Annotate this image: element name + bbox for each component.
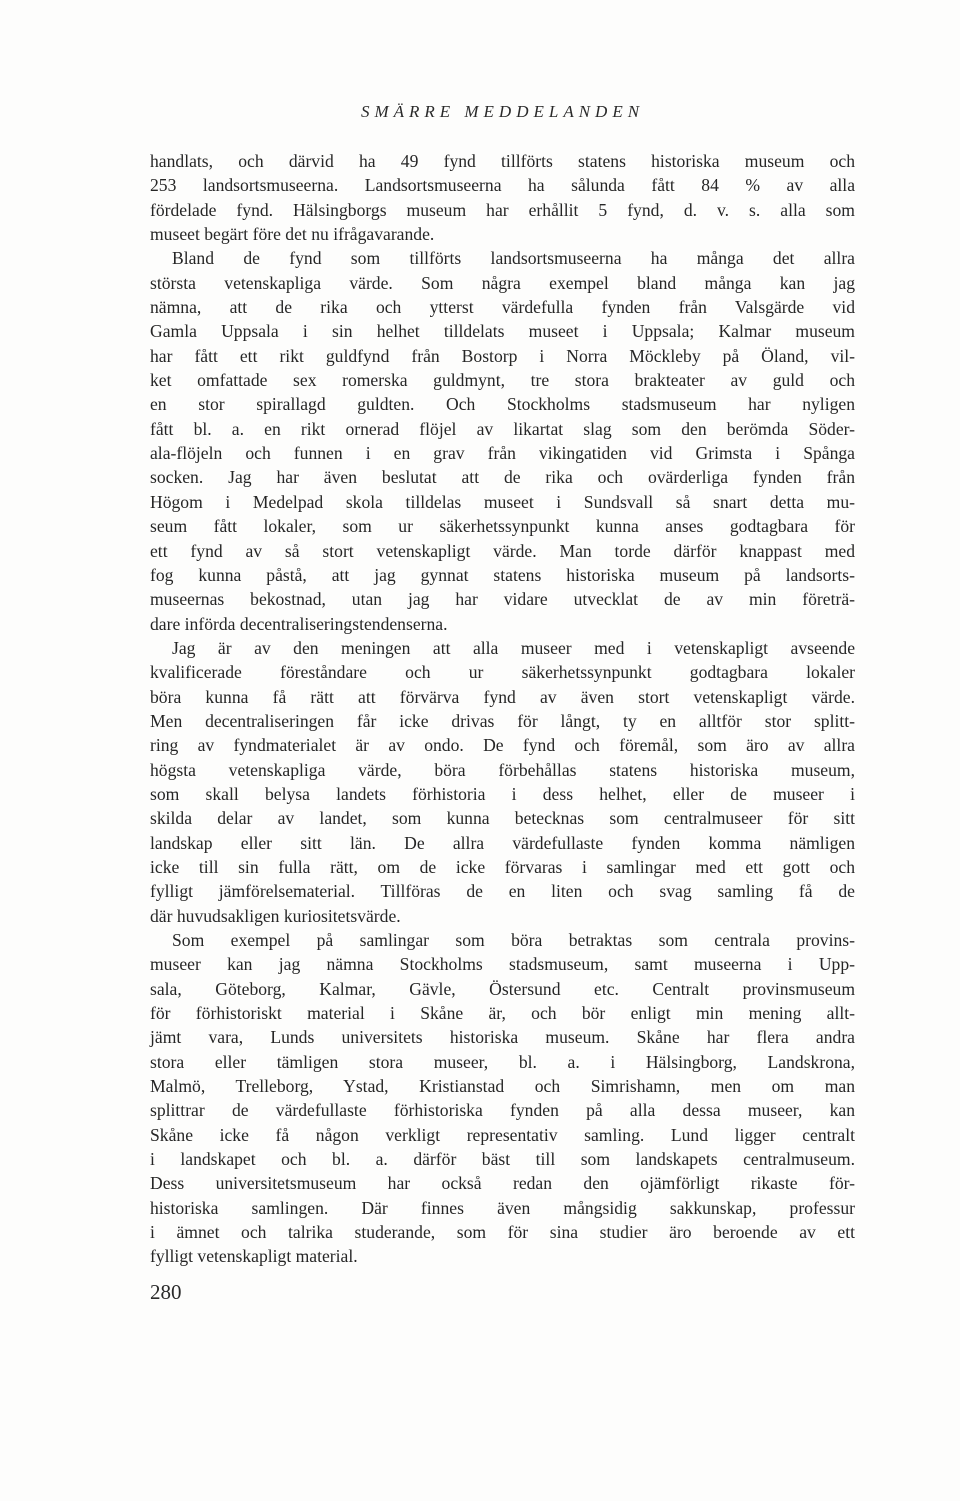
text-line: högsta vetenskapliga värde, böra förbehållas statens historiska museum, xyxy=(150,759,855,780)
text-line: Skåne icke få någon verkligt representativ samling. Lund ligger centralt xyxy=(150,1124,855,1145)
text-line: nämna, att de rika och ytterst värdefulla fynden från Valsgärde vid xyxy=(150,297,855,318)
text-line: Gamla Uppsala i sin helhet tilldelats museet i Uppsala; Kalmar museum xyxy=(150,321,855,342)
text-line: fylligt vetenskapligt material. xyxy=(150,1246,358,1267)
text-line: där huvudsakligen kuriositetsvärde. xyxy=(150,905,401,926)
text-line: Bland de fynd som tillförts landsortsmuseerna ha många det allra xyxy=(172,248,855,269)
text-line: icke till sin fulla rätt, om de icke förvaras i samlingar med ett gott och xyxy=(150,856,855,877)
text-line: stora eller tämligen stora museer, bl. a. i Hälsingborg, Landskrona, xyxy=(150,1051,855,1072)
body-text xyxy=(150,149,855,1269)
text-line: fog kunna påstå, att jag gynnat statens historiska museum på landsorts- xyxy=(150,564,855,585)
text-line: Som exempel på samlingar som böra betraktas som centrala provins- xyxy=(172,930,855,950)
text-line: historiska samlingen. Där finnes även mångsidig sakkunskap, professur xyxy=(150,1197,855,1218)
text-line: landskap eller sitt län. De allra värdefullaste fynden komma nämligen xyxy=(150,832,855,853)
text-line: böra kunna få rätt att förvärva fynd av även stort vetenskapligt värde. xyxy=(150,686,855,707)
page-number: 280 xyxy=(150,1280,182,1304)
text-line: ket omfattade sex romerska guldmynt, tre stora brakteater av guld och xyxy=(150,370,855,391)
text-line: splittrar de värdefullaste förhistoriska fynden på alla dessa museer, kan xyxy=(150,1100,855,1121)
text-line: jämt vara, Lunds universitets historiska museum. Skåne har flera andra xyxy=(150,1027,855,1048)
text-line: handlats, och därvid ha 49 fynd tillförts statens historiska museum och xyxy=(150,151,855,171)
running-head: SMÄRRE MEDDELANDEN xyxy=(360,102,645,121)
text-line: socken. Jag har även beslutat att de rika och ovärderliga fynden från xyxy=(150,467,855,488)
text-line: museer kan jag nämna Stockholms stadsmuseum, samt museerna i Upp- xyxy=(150,954,855,975)
text-line: museet begärt före det nu ifrågavarande. xyxy=(150,224,435,245)
text-line: har fått ett rikt guldfynd från Bostorp i Norra Möckleby på Öland, vil- xyxy=(150,345,855,366)
text-line: Jag är av den meningen att alla museer med i vetenskapligt avseende xyxy=(172,637,855,658)
text-line: dare införda decentraliseringstendenserna. xyxy=(150,613,448,634)
text-line: Dess universitetsmuseum har också redan den ojämförligt rikaste för- xyxy=(150,1173,855,1194)
text-line: Malmö, Trelleborg, Ystad, Kristianstad och Simrishamn, men om man xyxy=(150,1076,855,1097)
text-line: fylligt jämförelsematerial. Tillföras de en liten och svag samling få de xyxy=(150,881,855,902)
text-line: största vetenskapliga värde. Som några exempel bland många kan jag xyxy=(150,272,855,293)
text-line: ett fynd av så stort vetenskapligt värde. Man torde därför knappast med xyxy=(150,540,855,561)
text-line: en stor spirallagd guldten. Och Stockholms stadsmuseum har nyligen xyxy=(150,394,855,415)
text-line: fördelade fynd. Hälsingborgs museum har erhållit 5 fynd, d. v. s. alla som xyxy=(150,199,855,220)
text-line: seum fått lokaler, som ur säkerhetssynpunkt kunna anses godtagbara för xyxy=(150,516,855,537)
text-line: fått bl. a. en rikt ornerad flöjel av likartat slag som den berömda Söder- xyxy=(150,418,855,439)
text-line: Högom i Medelpad skola tilldelas museet i Sundsvall så snart detta mu- xyxy=(150,491,855,512)
text-line: Men decentraliseringen får icke drivas för långt, ty en alltför stor splitt- xyxy=(150,710,855,731)
text-line: för förhistoriskt material i Skåne är, och bör enligt min mening allt- xyxy=(150,1003,855,1024)
text-line: som skall belysa landets förhistoria i dess helhet, eller de museer i xyxy=(150,783,855,804)
text-line: i landskapet och bl. a. därför bäst till som landskapets centralmuseum. xyxy=(150,1149,855,1170)
text-line: skilda delar av landet, som kunna betecknas som centralmuseer för sitt xyxy=(150,808,855,829)
text-line: kvalificerade föreståndare och ur säkerhetssynpunkt godtagbara lokaler xyxy=(150,662,855,683)
text-line: museernas bekostnad, utan jag har vidare utvecklat de av min företrä- xyxy=(150,589,855,610)
text-line: ring av fyndmaterialet är av ondo. De fynd och föremål, som äro av allra xyxy=(150,735,855,756)
text-line: 253 landsortsmuseerna. Landsortsmuseerna ha sålunda fått 84 % av alla xyxy=(150,175,855,196)
text-line: sala, Göteborg, Kalmar, Gävle, Östersund etc. Centralt provinsmuseum xyxy=(150,978,855,999)
text-line: i ämnet och talrika studerande, som för sina studier äro beroende av ett xyxy=(150,1222,855,1243)
text-line: ala-flöjeln och funnen i en grav från vikingatiden vid Grimsta i Spånga xyxy=(150,443,855,464)
